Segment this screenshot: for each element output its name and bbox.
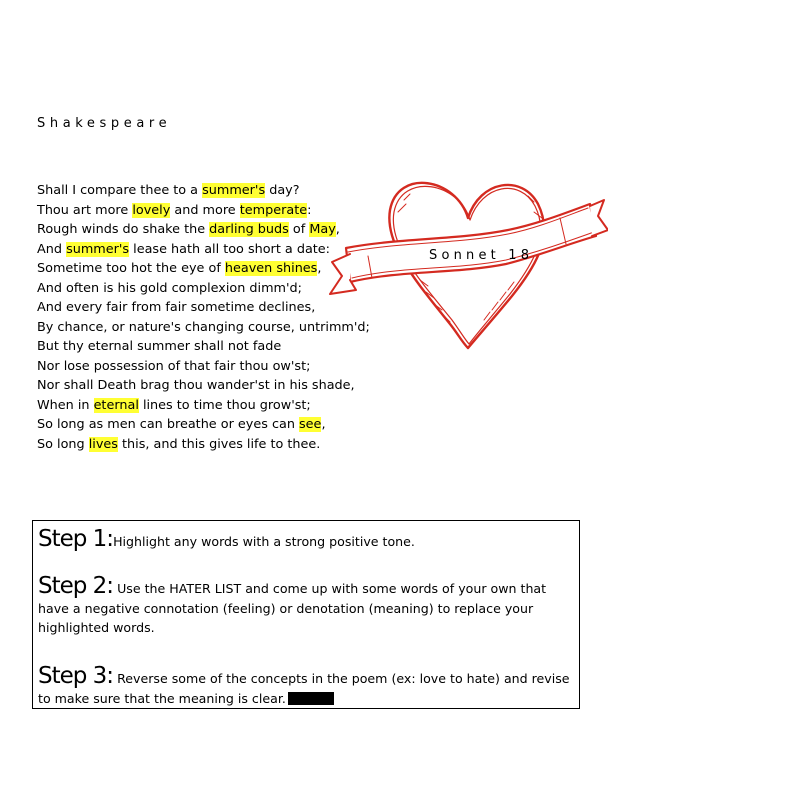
highlighted-word: May [309, 222, 336, 237]
poem-text-segment: Sometime too hot the eye of [37, 261, 225, 276]
poem-line [37, 415, 370, 435]
poem-line [37, 396, 370, 416]
poem-line [37, 435, 370, 455]
poem-text-segment: And often is his gold complexion dimm'd; [37, 280, 302, 296]
highlighted-word: summer's [202, 183, 266, 198]
step-1-text: Highlight any words with a strong positive tone. [113, 534, 415, 549]
poem-text-segment: Nor lose possession of that fair thou ow'st; [37, 358, 311, 374]
highlighted-word: summer's [66, 241, 130, 257]
poem-text-segment: this, and this gives life to thee. [117, 436, 321, 452]
poem-line [37, 357, 370, 377]
highlighted-word: lovely [132, 202, 171, 218]
redaction-bar [288, 692, 334, 705]
step-2 [38, 574, 571, 638]
poem-text-segment: lease hath all too short a date: [129, 241, 330, 257]
step-1 [38, 527, 571, 552]
highlighted-word: see [299, 417, 322, 432]
sonnet-title: Sonnet 18 [429, 248, 534, 263]
highlighted-word: lives [88, 436, 118, 452]
instructions-box [32, 520, 580, 709]
poem-line [37, 337, 370, 357]
step-1-label: Step 1: [38, 526, 114, 552]
poem-text-segment: Thou art more [37, 202, 133, 218]
poem-text-segment: , [335, 222, 340, 237]
step-2-text: Use the HATER LIST and come up with some words of your own that have a negative connotation (feeling) or denotation (meaning) to replace your highlighted words. [38, 581, 547, 635]
poem-text-segment: lines to time thou grow'st; [138, 397, 311, 413]
highlighted-word: eternal [93, 397, 139, 413]
poem-text-segment: So long as men can breathe or eyes can [37, 417, 300, 432]
poem-text-segment: Rough winds do shake the [37, 222, 210, 237]
poem-text-segment: But thy eternal summer shall not fade [37, 339, 282, 354]
step-3-label: Step 3: [38, 663, 114, 689]
poem-text-segment: Nor shall Death brag thou wander'st in his shade, [37, 378, 355, 393]
poem-line [37, 318, 370, 338]
highlighted-word: heaven shines [224, 261, 318, 276]
poem-line [37, 376, 370, 396]
step-3 [38, 664, 571, 708]
poem-line [37, 181, 370, 201]
poem-line [37, 201, 370, 221]
poem-text-segment: : [307, 202, 312, 218]
author-heading: Shakespeare [37, 116, 172, 131]
step-2-label: Step 2: [38, 573, 114, 599]
poem-line [37, 279, 370, 299]
poem-text-segment: of [288, 222, 310, 237]
poem-line [37, 298, 370, 318]
poem-text-segment: , [317, 261, 322, 276]
poem-line [37, 259, 370, 279]
poem-text-segment: , [321, 417, 326, 432]
poem-text [37, 181, 370, 454]
poem-text-segment: By chance, or nature's changing course, untrimm'd; [37, 319, 370, 335]
poem-text-segment: So long [37, 436, 89, 452]
poem-text-segment: And every fair from fair sometime declines, [37, 300, 316, 315]
poem-text-segment: Shall I compare thee to a [37, 183, 203, 198]
poem-text-segment: And [37, 241, 67, 257]
poem-text-segment: When in [37, 397, 94, 413]
poem-text-segment: and more [170, 202, 240, 218]
poem-text-segment: day? [265, 183, 300, 198]
step-3-text: Reverse some of the concepts in the poem (ex: love to hate) and revise to make sure that the meaning is clear. [38, 671, 570, 706]
highlighted-word: darling buds [209, 222, 289, 237]
highlighted-word: temperate [239, 202, 308, 218]
poem-line [37, 220, 370, 240]
poem-line [37, 240, 370, 260]
